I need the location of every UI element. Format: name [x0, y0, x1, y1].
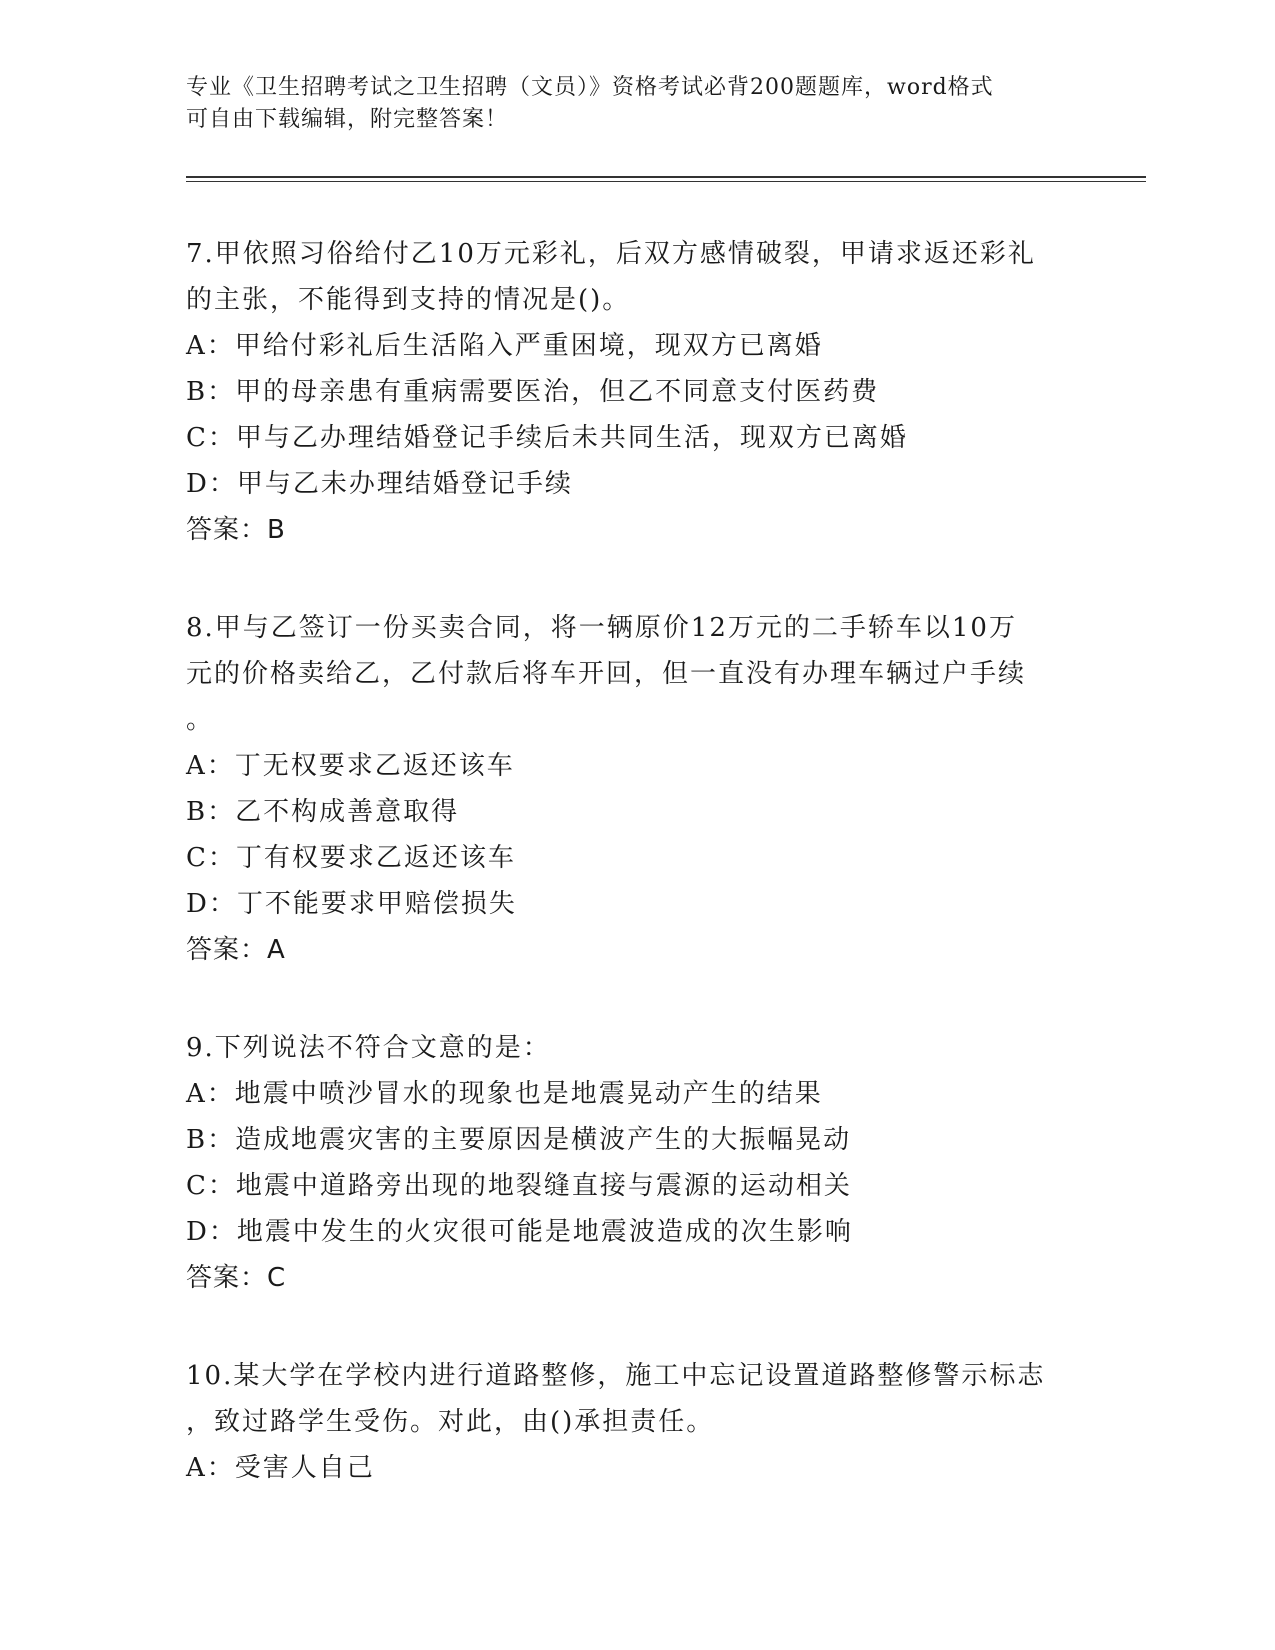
- option-a: A：丁无权要求乙返还该车: [186, 751, 515, 781]
- question-stem-line: 8.甲与乙签订一份买卖合同，将一辆原价12万元的二手轿车以10万: [186, 613, 1017, 643]
- question-10: [186, 1353, 1066, 1491]
- document-header: [186, 72, 1066, 136]
- question-8: [186, 605, 1066, 973]
- option-c: C：地震中道路旁出现的地裂缝直接与震源的运动相关: [186, 1171, 852, 1201]
- header-line-1: 专业《卫生招聘考试之卫生招聘（文员）》资格考试必背200题题库，word格式: [186, 75, 994, 100]
- option-d: D：地震中发生的火灾很可能是地震波造成的次生影响: [186, 1217, 853, 1247]
- option-d: D：甲与乙未办理结婚登记手续: [186, 469, 573, 499]
- option-a: A：受害人自己: [186, 1453, 375, 1483]
- option-a: A：地震中喷沙冒水的现象也是地震晃动产生的结果: [186, 1079, 823, 1109]
- answer-label: 答案：B: [186, 515, 286, 545]
- question-stem-line: 10.某大学在学校内进行道路整修，施工中忘记设置道路整修警示标志: [186, 1361, 1046, 1391]
- question-stem-line: 9.下列说法不符合文意的是：: [186, 1033, 551, 1063]
- question-9: [186, 1025, 1066, 1301]
- answer-label: 答案：C: [186, 1263, 287, 1293]
- option-b: B：乙不构成善意取得: [186, 797, 460, 827]
- question-stem-line: 元的价格卖给乙，乙付款后将车开回，但一直没有办理车辆过户手续: [186, 659, 1027, 689]
- question-stem-line: 的主张，不能得到支持的情况是()。: [186, 285, 631, 315]
- question-stem-line: 。: [186, 705, 215, 735]
- question-stem-line: 7.甲依照习俗给付乙10万元彩礼，后双方感情破裂，甲请求返还彩礼: [186, 239, 1036, 269]
- answer-label: 答案：A: [186, 935, 286, 965]
- header-divider-thin: [186, 181, 1146, 182]
- header-line-2: 可自由下载编辑，附完整答案！: [186, 107, 509, 132]
- option-c: C：甲与乙办理结婚登记手续后未共同生活，现双方已离婚: [186, 423, 908, 453]
- option-b: B：甲的母亲患有重病需要医治，但乙不同意支付医药费: [186, 377, 880, 407]
- option-d: D：丁不能要求甲赔偿损失: [186, 889, 517, 919]
- question-list: [186, 231, 1066, 1543]
- question-stem-line: ，致过路学生受伤。对此，由()承担责任。: [186, 1407, 715, 1437]
- option-a: A：甲给付彩礼后生活陷入严重困境，现双方已离婚: [186, 331, 823, 361]
- header-divider-thick: [186, 176, 1146, 178]
- option-b: B：造成地震灾害的主要原因是横波产生的大振幅晃动: [186, 1125, 852, 1155]
- question-7: [186, 231, 1066, 553]
- option-c: C：丁有权要求乙返还该车: [186, 843, 516, 873]
